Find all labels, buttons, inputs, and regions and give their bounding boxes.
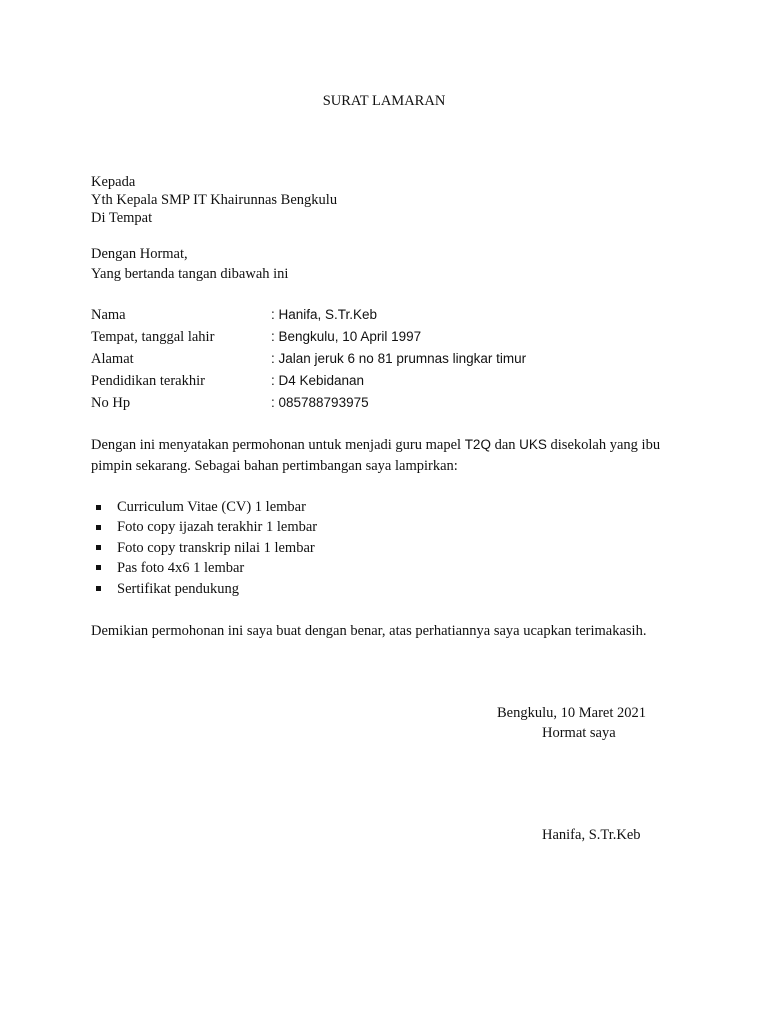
bullet-icon: [96, 505, 101, 510]
signature-salutation: Hormat saya: [542, 725, 616, 741]
bullet-icon: [96, 586, 101, 591]
closing-paragraph: Demikian permohonan ini saya buat dengan benar, atas perhatiannya saya ucapkan terimakasih.: [91, 623, 647, 639]
list-item: Curriculum Vitae (CV) 1 lembar: [117, 499, 306, 515]
field-label: Pendidikan terakhir: [91, 373, 205, 389]
list-item: Foto copy ijazah terakhir 1 lembar: [117, 519, 318, 535]
field-label: Tempat, tanggal lahir: [91, 329, 215, 345]
field-value: : Jalan jeruk 6 no 81 prumnas lingkar timur: [271, 351, 527, 366]
body-paragraph-line-1: [91, 436, 660, 454]
place-date: Bengkulu, 10 Maret 2021: [497, 705, 647, 721]
greeting-line-1: Dengan Hormat,: [91, 246, 188, 262]
field-label: Alamat: [91, 351, 134, 367]
field-label: Nama: [91, 307, 126, 323]
document-title: SURAT LAMARAN: [322, 93, 446, 109]
bullet-icon: [96, 545, 101, 550]
subject-name: UKS: [519, 437, 547, 452]
field-value: : Bengkulu, 10 April 1997: [271, 329, 422, 344]
field-value: : Hanifa, S.Tr.Keb: [271, 307, 378, 322]
signature-name: Hanifa, S.Tr.Keb: [542, 827, 641, 843]
body-paragraph-line-2: pimpin sekarang. Sebagai bahan pertimbangan saya lampirkan:: [91, 458, 458, 474]
recipient-line-1: Kepada: [91, 174, 136, 190]
field-label: No Hp: [91, 395, 131, 411]
list-item: Pas foto 4x6 1 lembar: [117, 560, 245, 576]
body-text: disekolah yang ibu: [550, 437, 661, 453]
subject-name: T2Q: [464, 437, 491, 452]
bullet-icon: [96, 565, 101, 570]
field-value: : D4 Kebidanan: [271, 373, 365, 388]
list-item: Foto copy transkrip nilai 1 lembar: [117, 540, 315, 556]
greeting-line-2: Yang bertanda tangan dibawah ini: [91, 266, 289, 282]
bullet-icon: [96, 525, 101, 530]
list-item: Sertifikat pendukung: [117, 581, 240, 597]
body-text: Dengan ini menyatakan permohonan untuk menjadi guru mapel: [91, 437, 462, 453]
body-text: dan: [494, 437, 516, 453]
recipient-line-3: Di Tempat: [91, 210, 153, 226]
recipient-line-2: Yth Kepala SMP IT Khairunnas Bengkulu: [91, 192, 338, 208]
field-value: : 085788793975: [271, 395, 369, 410]
